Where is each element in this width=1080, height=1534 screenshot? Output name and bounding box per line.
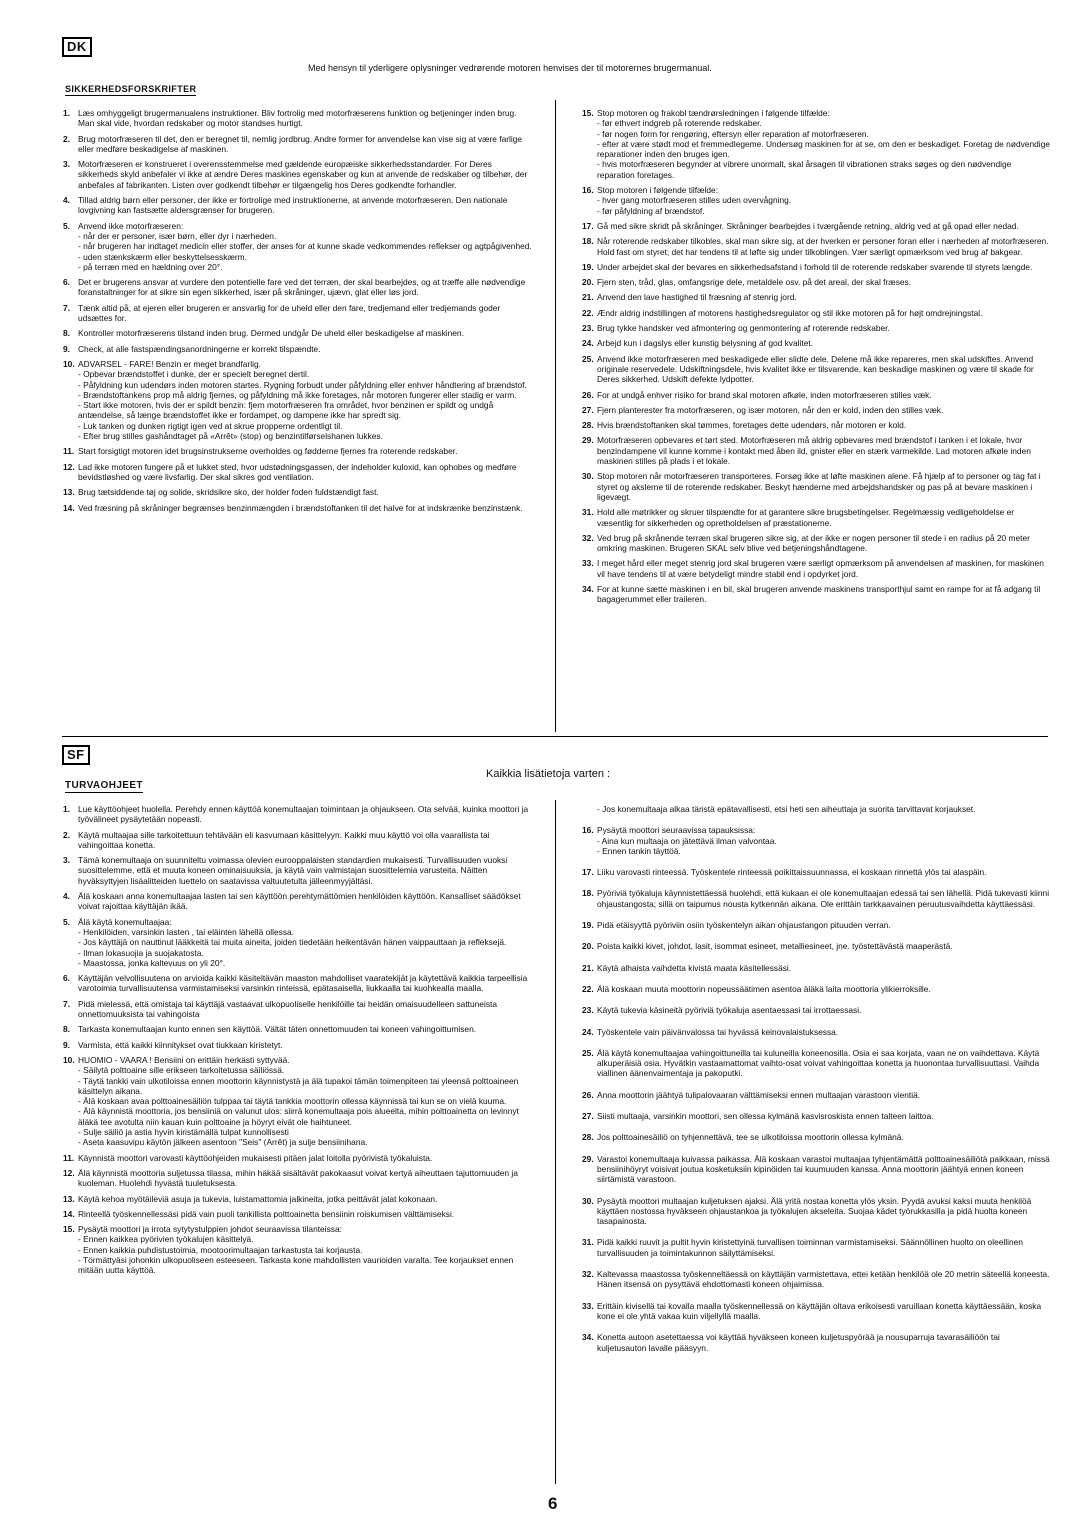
instruction-item [582,471,1050,502]
instruction-text: Liiku varovasti rinteessä. Työskentele rinteessä poikittaissuunnassa, ei koskaan rinnettä ylös tai alaspäin. [597,867,987,878]
instruction-text: Brug tætsiddende tøj og solide, skridsikre sko, der holder foden fuldstændigt fast. [78,487,379,498]
instruction-number: 9. [63,1039,70,1050]
instruction-number: 5. [63,916,70,927]
instruction-text: Älä käytä konemultaajaa: - Henkilöiden, varsinkin lasten , tai eläinten lähellä ollessa. - Jos käyttäjä on nauttinut lääkkeitä tai muita aineita, joiden tiedetään heikentävän hänen vaippauttaan ja refleksejä. - Ilman lokasuojia ja suojakatosta. - Maastossa, jonka kaltevuus on yli 20°. [78,916,507,968]
dk-motor-note: Med hensyn til yderligere oplysninger vedrørende motoren henvises der til motorernes brugermanual. [308,63,712,73]
instruction-text: Lad ikke motoren fungere på et lukket sted, hvor udstødningsgassen, der indeholder kuloxid, kan ophobes og medføre bevidstløshed og være livsfarlig. Der skal sikres god ventilation. [78,461,517,482]
instruction-item [63,134,533,155]
dk-column-divider [555,100,556,732]
instruction-number: 14. [63,1208,75,1219]
instruction-item [582,338,1050,348]
instruction-number: 1. [63,804,70,814]
instruction-item [63,804,533,825]
instruction-item [63,277,533,298]
instruction-text: Tænk altid på, at ejeren eller brugeren er ansvarlig for de uheld eller den fare, tredjemand eller tredjemands goder udsættes for. [78,302,501,324]
instruction-text: Under arbejdet skal der bevares en sikkerhedsafstand i forhold til de roterende redskaber svarende til styrets længde. [597,261,1033,272]
instruction-number: 10. [63,358,75,369]
instruction-number: 15. [582,108,594,118]
instruction-item [63,1194,533,1204]
instruction-text: Työskentele vain päivänvalossa tai hyvässä keinovalaistuksessa. [597,1026,839,1037]
instruction-text: Anvend ikke motorfræseren: - når der er personer, især børn, eller dyr i nærheden. - når brugeren har indtaget medicin eller stoffer, der anses for at kunne skade vedkommendes reflekser og agtpågivenhed. - uden stænkskærm eller beskyttelsesskærm. - på terræn med en hældning over 20°. [78,220,532,272]
instruction-number: 11. [63,446,75,457]
instruction-number: 14. [63,502,75,513]
instruction-item [582,1269,1050,1290]
instruction-text: Tarkasta konemultaajan kunto ennen sen käyttöä. Vältät täten onnettomuuden tai koneen vahingoittumisen. [78,1024,477,1035]
instruction-text: Lue käyttöohjeet huolella. Perehdy ennen käyttöä konemultaajan toimintaan ja ohjaukseen. Ota selvää, kuinka moottori ja työvälineet pysäytetään nopeasti. [78,804,529,825]
instruction-item [63,328,533,338]
instruction-number: 12. [63,461,75,472]
instruction-text: Ændr aldrig indstillingen af motorens hastighedsregulator og stil ikke motoren på for højt omdrejningstal. [597,307,983,318]
instruction-text: Fjern planterester fra motorfræseren, og især motoren, når den er kold, inden den stilles væk. [597,404,944,415]
instruction-item [582,867,1050,877]
instruction-number: 21. [582,292,594,303]
instruction-item [63,221,533,272]
instruction-number: 3. [63,159,70,170]
instruction-text: Pidä etäisyyttä pyöriviin osiin työskentelyn aikan ohjaustangon pituuden verran. [597,920,891,931]
instruction-item [63,195,533,216]
instruction-item [63,487,533,497]
instruction-item [582,292,1050,302]
instruction-number: 27. [582,1111,594,1122]
instruction-item [582,1196,1050,1227]
instruction-number: 25. [582,1047,594,1058]
instruction-item [582,963,1050,973]
instruction-number: 23. [582,1005,594,1016]
instruction-text: Käyttäjän velvollisuutena on arvioida kaikki käsiteltävän maaston mahdolliset vaaratekijät ja käytettävä kaikkia tarpeellisia varotoimia turvallisuutensa varmistamiseksi varsinkin rinteissä, epätasaisella, liukkaalla tai kuohkealla maalla. [78,973,528,994]
instruction-text: Käytä kehoa myötäileviä asuja ja tukevia, luistamattomia jalkineita, jotka peittävät jalat kokonaan. [78,1193,438,1204]
instruction-text: Start forsigtigt motoren idet brugsinstrukserne overholdes og fødderne fjernes fra roterende redskaber. [78,446,458,457]
instruction-item [582,236,1050,257]
instruction-number: 27. [582,404,594,415]
instruction-text: Motorfræseren opbevares et tørt sted. Motorfræseren må aldrig opbevares med brændstof i tanken i et lokale, hvor benzindampene vil kunne komme i kontakt med åben ild, gnister eller en stærk varmekilde. Lad motoren afkøle inden maskinen stilles på plads i et lokale. [597,435,1031,467]
instruction-number: 9. [63,343,70,354]
instruction-text: Älä käytä konemultaajaa vahingoittuneilla tai kuluneilla koneenosilla. Osia ei saa korjata, vaan ne on vaihdettava. Käytä alkuperäisiä osia. Hyvätkin vastaamattomat vaihto-osat voivat vahingoittaa konetta ja huonontaa turvallisuuttasi. Vaihda viallinen äänenvaimentaja ja pakoputki. [597,1047,1040,1079]
instruction-number: 11. [63,1152,75,1163]
instruction-text: Læs omhyggeligt brugermanualens instruktioner. Bliv fortrolig med motorfræserens funktion og betjeninger inden brug. Man skal vide, hvordan redskaber og motor standses hurtigt. [78,108,517,129]
instruction-text: Stop motoren i følgende tilfælde: - hver gang motorfræseren stilles uden overvågning. - før påfyldning af brændstof. [597,185,792,216]
instruction-item [63,1024,533,1034]
instruction-text: Erittäin kivisellä tai kovalla maalla työskennellessä on käyttäjän oltava erikoisesti varuillaan konetta käyttäessään, koska kone ei ole yhtä vakaa kuin viljellyllä maalla. [597,1300,1042,1321]
sf-motor-note: Kaikkia lisätietoja varten : [486,768,611,780]
instruction-number: 8. [63,1024,70,1035]
instruction-number: 28. [582,1132,594,1143]
instruction-item [582,1301,1050,1322]
instruction-item [582,533,1050,554]
instruction-number: 4. [63,195,70,206]
instruction-text: Ved fræsning på skråninger begrænses benzinmængden i brændstoftanken til det halve for at indskrænke benzinstænk. [78,502,523,513]
sf-language-label: SF [62,745,90,765]
instruction-number: 20. [582,277,594,288]
instruction-item [582,1132,1050,1142]
instruction-number: 31. [582,1237,594,1248]
instruction-text: Arbejd kun i dagslys eller kunstig belysning af god kvalitet. [597,338,814,349]
instruction-text: Varmista, että kaikki kiinnitykset ovat tiukkaan kiristetyt. [78,1039,283,1050]
instruction-number: 13. [63,487,75,498]
instruction-number: 16. [582,825,594,836]
instruction-text: Älä koskaan anna konemultaajaa lasten tai sen käyttöön perehtymättömien henkilöiden käyttöön. Kansalliset säädökset voivat rajoittaa käyttäjän ikää. [78,891,521,912]
instruction-text: Stop motoren når motorfræseren transporteres. Forsøg ikke at løfte maskinen alene. Få hjælp af to personer og tag fat i styret og akslerne til de roterende redskaber. Beskyt hænderne med arbejdshandsker og pas på at bevare maskinen i ligevægt. [597,471,1041,502]
instruction-text: Fjern sten, tråd, glas, omfangsrige dele, metaldele osv. på det areal, der skal fræses. [597,277,912,288]
instruction-number: 30. [582,1195,594,1206]
dk-right-column [582,108,1050,610]
instruction-item [582,1048,1050,1079]
instruction-text: Pidä kaikki ruuvit ja pultit hyvin kiristettyinä turvallisen toiminnan varmistamiseksi. Säännöllinen huolto on oleellinen turvallisuuden ja toimintakunnon säilyttämiseksi. [597,1237,1023,1258]
instruction-number: 17. [582,220,594,231]
instruction-number: 20. [582,941,594,952]
instruction-number: 15. [63,1224,75,1235]
instruction-text: Anna moottorin jäähtyä tulipalovaaran välttämiseksi ennen multaajan varastoon vientiä. [597,1089,921,1100]
instruction-number: 32. [582,1269,594,1280]
instruction-item [582,277,1050,287]
instruction-item [582,941,1050,951]
sf-heading: TURVAOHJEET [65,780,143,791]
instruction-number: 10. [63,1054,75,1065]
instruction-number: 30. [582,471,594,482]
instruction-text: Pysäytä moottori ja irrota sytytystulppien johdot seuraavissa tilanteissa: - Ennen kaikkea pyörivien työkalujen käsittelyä. - Ennen kaikkia puhdistustoimia, mootoorimultaajan tarkastusta tai korjausta. - Törmättyäsi johonkin ulkopuoliseen esteeseen. Tarkasta kone mahdollisten vaurioiden varalta. Tee korjaukset ennen mitään uutta käyttöä. [78,1224,514,1276]
instruction-text: Käynnistä moottori varovasti käyttöohjeiden mukaisesti pitäen jalat loitolla pyörivistä työkaluista. [78,1152,433,1163]
instruction-item [63,1209,533,1219]
instruction-item [582,405,1050,415]
instruction-item [582,1332,1050,1353]
instruction-item [63,1224,533,1275]
instruction-item [582,323,1050,333]
instruction-item [582,1111,1050,1121]
instruction-number: 4. [63,891,70,902]
instruction-text: Käytä tukevia käsineitä pyöriviä työkaluja asentaessasi tai irrottaessasi. [597,1005,862,1016]
instruction-number: 24. [582,1026,594,1037]
instruction-text: Poista kaikki kivet, johdot, lasit, isommat esineet, metalliesineet, jne. työstettävästä maaperästä. [597,941,953,952]
dk-left-column [63,108,533,518]
instruction-number: 26. [582,1089,594,1100]
instruction-item [63,999,533,1020]
instruction-text: Käytä multaajaa sille tarkoitettuun tehtävään eli kasvumaan käsittelyyn. Kaikki muu käyttö voi olla vaarallista tai vahingoittaa konetta. [78,829,490,850]
instruction-text: - Jos konemultaaja alkaa täristä epätavallisesti, etsi heti sen aiheuttaja ja suorita tarvittavat korjaukset. [597,804,976,814]
instruction-text: Rinteellä työskennellessäsi pidä vain puoli tankillista polttoainetta bensiinin roiskumisen välttämiseksi. [78,1208,455,1219]
instruction-item [582,308,1050,318]
instruction-item [63,108,533,129]
instruction-number: 31. [582,507,594,518]
instruction-number: 6. [63,973,70,984]
instruction-text: Älä koskaan muuta moottorin nopeussäätimen asentoa äläkä laita moottoria ylikierroksille. [597,983,931,994]
instruction-number: 21. [582,962,594,973]
instruction-text: Check, at alle fastspændingsanordningerne er korrekt tilspændte. [78,343,321,354]
instruction-number: 18. [582,888,594,899]
instruction-item [582,420,1050,430]
instruction-number: 22. [582,307,594,318]
instruction-item [582,185,1050,216]
instruction-number [582,804,597,814]
instruction-number: 34. [582,583,594,594]
instruction-item [582,108,1050,180]
instruction-number: 18. [582,236,594,247]
instruction-item [63,503,533,513]
instruction-text: I meget hård eller meget stenrig jord skal brugeren være særligt opmærksom på anvendelsen af maskinen, for maskinen vil have tendens til at være betydeligt mindre stabil end i opdyrket jord. [597,558,1044,579]
instruction-item [582,584,1050,605]
instruction-number: 17. [582,867,594,878]
instruction-item [582,558,1050,579]
instruction-number: 1. [63,108,70,118]
instruction-item [582,825,1050,856]
instruction-text: ADVARSEL - FARE! Benzin er meget brandfarlig. - Opbevar brændstoffet i dunke, der er specielt beregnet dertil. - Påfyldning kun udendørs inden motoren startes. Rygning forbudt under påfyldning eller enhver håndtering af brændstof. - Brændstoftankens prop må aldrig fjernes, og påfyldning må ikke foretages, når motoren fungerer eller stadig er varm. - Start ikke motoren, hvis der er spildt benzin: fjern motorfræseren fra området, hvor benzinen er spildt og undgå antændelse, så længe brændstoffet ikke er fordampet, og dampene ikke har spredt sig. - Luk tanken og dunken rigtigt igen ved at skrue propperne ordentligt til. - Efter brug stilles gashåndtaget på «Arrêt» (stop) og benzintilførselshanen lukkes. [78,358,527,442]
instruction-item [63,1040,533,1050]
instruction-text: Pysäytä moottori multaajan kuljetuksen ajaksi. Älä yritä nostaa konetta ylös yksin. Pyydä avuksi kaksi muuta henkilöä käyttäen nostossa hyväkseen ohjaustankoa ja työkalujen akseleita. Suojaa kädet työrukkasilla ja pidä huolta koneen tasapainosta. [597,1195,1032,1227]
instruction-number: 2. [63,133,70,144]
instruction-text: Anvend ikke motorfræseren med beskadigede eller slidte dele. Delene må ikke repareres, men skal udskiftes. Anvend originale reservedele. Udskiftningsdele, hvis kvalitet ikke er tilsvarende, kan beskadige maskinen og være til skade for Deres sikkerhed. Udskift defekte lydpotter. [597,353,1034,385]
instruction-item [63,359,533,441]
instruction-item [582,354,1050,385]
instruction-text: Kaltevassa maastossa työskenneltäessä on käyttäjän varmistettava, ettei ketään henkilöä ole 20 metrin säteellä koneesta. Hänen itsensä on pysyttävä ehdottomasti koneen ohjaimissa. [597,1269,1050,1290]
instruction-text: Gå med sikre skridt på skråninger. Skråninger bearbejdes i tværgående retning, aldrig ved at gå opad eller nedad. [597,220,1019,231]
instruction-item [63,973,533,994]
instruction-item [582,1237,1050,1258]
instruction-number: 3. [63,855,70,866]
instruction-number: 28. [582,420,594,431]
instruction-item [582,1090,1050,1100]
instruction-item [582,984,1050,994]
instruction-item [63,1153,533,1163]
instruction-text: Käytä alhaista vaihdetta kivistä maata käsitellessäsi. [597,962,792,973]
instruction-text: HUOMIO - VAARA ! Bensiini on erittäin herkästi syttyvää. - Säilytä polttoaine sille erikseen tarkoitetussa säiliössä. - Täytä tankki vain ulkotiloissa ennen moottorin käynnistystä ja älä tupakoi tämän toimenpiteen tai yleensä polttoaineen käsittelyn aikana. - Älä koskaan avaa polttoainesäiliön tulppaa tai täytä tankkia moottorin ollessa käynnissä tai kun se on vielä kuuma. - Älä käynnistä moottoria, jos bensiiniä on valunut ulos: siirrä konemultaaja pois alueelta, mihin polttoainetta on levinnyt äläkä tee avotulta niin kauan kuin polttoaine ja höyryt eivät ole haihtuneet. - Sulje säiliö ja astia hyvin kiristämällä tulpat kunnollisesti - Aseta kaasuvipu käytön jälkeen asentoon "Seis" (Arrêt) ja sulje bensiinihana. [78,1054,519,1148]
instruction-number: 5. [63,220,70,231]
instruction-number: 24. [582,338,594,349]
instruction-item [582,435,1050,466]
instruction-text: Varastoi konemultaaja kuivassa paikassa. Älä koskaan varastoi multaajaa tyhjentämättä polttoainesäiliötä paikkaan, missä bensiinihöyryt voisivat joutua kosketuksiin kipinöiden tai kuumuuden kanssa. Anna moottorin jäähtyä ennen koneen siirtämistä varastoon. [597,1153,1050,1185]
instruction-number: 19. [582,920,594,931]
instruction-number: 7. [63,998,70,1009]
instruction-text: Jos polttoainesäiliö on tyhjennettävä, tee se ulkotiloissa moottorin ollessa kylmänä. [597,1132,904,1143]
instruction-text: Pysäytä moottori seuraavissa tapauksissa: - Aina kun multaaja on jätettävä ilman valvontaa. - Ennen tankin täyttöä. [597,825,777,856]
instruction-number: 7. [63,302,70,313]
instruction-text: Pidä mielessä, että omistaja tai käyttäjä vastaavat ulkopuoliselle henkilöille tai heidän omaisuudelleen sattuneista onnettomuuksista tai vahingoista [78,998,497,1020]
instruction-text: Kontroller motorfræserens tilstand inden brug. Dermed undgår De uheld eller beskadigelse af maskinen. [78,328,464,339]
instruction-item [63,917,533,968]
instruction-item [63,891,533,912]
instruction-text: Konetta autoon asetettaessa voi käyttää hyväkseen koneen kuljetuspyörää ja nousuparruja tavarasäiliöön tai kuljetusauton lavalle pääsyyn. [597,1332,1000,1353]
instruction-text: Stop motoren og frakobl tændrørsledningen i følgende tilfælde: - før ethvert indgreb på roterende redskaber. - før nogen form for rengøring, eftersyn eller reparation af motorfræseren. - efter at være stødt mod et fremmedlegeme. Undersøg maskinen for at se, om den er beskadiget. Foretag de nødvendige reparationer inden den bruges igen. - hvis motorfræseren begynder at vibrere unormalt, skal årsagen til vibrationen straks søges og den nødvendige reparation foretages. [597,108,1050,180]
instruction-number: 33. [582,1300,594,1311]
instruction-item [63,462,533,483]
instruction-item [63,159,533,190]
instruction-item [582,390,1050,400]
instruction-item [582,221,1050,231]
instruction-item [63,446,533,456]
instruction-number: 29. [582,1153,594,1164]
instruction-number: 6. [63,277,70,288]
instruction-item [63,855,533,886]
instruction-number: 29. [582,435,594,446]
instruction-item [582,804,1050,814]
dk-language-label: DK [62,37,92,57]
instruction-item [582,1005,1050,1015]
instruction-text: Siisti multaaja, varsinkin moottori, sen ollessa kylmänä kasvisroskista ennen talteen laittoa. [597,1111,934,1122]
instruction-number: 12. [63,1167,75,1178]
instruction-item [63,1168,533,1189]
instruction-number: 13. [63,1193,75,1204]
instruction-text: Älä käynnistä moottoria suljetussa tilassa, mihin häkää sisältävät pakokaasut voivat kertyä aiheuttaen tajuttomuuden ja kuoleman. Huolehdi hyvästä tuuletuksesta. [78,1167,518,1189]
instruction-text: Motorfræseren er konstrueret i overensstemmelse med gældende europæiske sikkerhedsstandarder. For Deres sikkerheds skyld anbefaler vi ikke at ændre Deres maskines egenskaber og kun at anvende de redskaber og tilbehør, der anbefales af fabrikanten. Listen over godkendt tilbehør er tilgængelig hos Deres godkendte forhandler. [78,159,528,190]
sf-left-column [63,804,533,1281]
instruction-number: 32. [582,532,594,543]
instruction-text: Brug tykke handsker ved afmontering og genmontering af roterende redskaber. [597,323,890,334]
instruction-text: Hold alle møtrikker og skruer tilspændte for at garantere sikre brugsbetingelser. Regelmæssig vedligeholdelse er væsentlig for sikkerheden og opretholdelsen af præstationerne. [597,507,1015,528]
instruction-item [63,830,533,851]
instruction-number: 2. [63,829,70,840]
instruction-text: Hvis brændstoftanken skal tømmes, foretages dette udendørs, når motoren er kold. [597,420,907,431]
instruction-text: Tillad aldrig børn eller personer, der ikke er fortrolige med instruktionerne, at anvende motorfræseren. Den nationale lovgivning kan fastsætte aldersgrænser for brugeren. [78,195,508,216]
instruction-text: For at kunne sætte maskinen i en bil, skal brugeren anvende maskinens transporthjul samt en rampe for at få adgang til bagagerummet eller traileren. [597,583,1041,605]
dk-heading: SIKKERHEDSFORSKRIFTER [65,84,197,94]
instruction-number: 23. [582,323,594,334]
instruction-item [582,1027,1050,1037]
instruction-text: Ved brug på skrånende terræn skal brugeren sikre sig, at der ikke er nogen personer til stede i en radius på 20 meter omkring maskinen. Brugeren SKAL selv blive ved betjeningshåndtagene. [597,532,1030,554]
instruction-number: 26. [582,389,594,400]
instruction-item [582,888,1050,909]
instruction-item [582,920,1050,930]
instruction-item [63,303,533,324]
instruction-text: Brug motorfræseren til det, den er beregnet til, nemlig jordbrug. Andre former for anvendelse kan vise sig at være farlige eller medføre beskadigelse af maskinen. [78,133,523,154]
instruction-number: 22. [582,983,594,994]
instruction-number: 33. [582,558,594,569]
instruction-item [582,507,1050,528]
instruction-number: 25. [582,353,594,364]
instruction-item [582,262,1050,272]
instruction-number: 34. [582,1332,594,1343]
instruction-item [63,344,533,354]
instruction-text: Pyöriviä työkaluja käynnistettäessä huolehdi, että kukaan ei ole konemultaajan edessä tai sen lähellä. Pidä tukevasti kiinni ohjaustangosta; sillä on taipumus nousta kytkennän aikana. Ole erittäin tarkkaavainen peruutusvaihdetta käyttäessäsi. [597,888,1050,909]
instruction-number: 19. [582,261,594,272]
instruction-text: For at undgå enhver risiko for brand skal motoren afkøle, inden motorfræseren stilles væk. [597,389,932,400]
instruction-item [582,1154,1050,1185]
instruction-text: Det er brugerens ansvar at vurdere den potentielle fare ved det terræn, der skal bearbejdes, og at træffe alle nødvendige foranstaltninger for at sikre sin egen sikkerhed, især på skråninger, ujævn, glat eller løs jord. [78,277,526,298]
section-divider [62,736,1048,737]
instruction-number: 16. [582,185,594,196]
instruction-text: Når roterende redskaber tilkobles, skal man sikre sig, at der hverken er personer foran eller i nærheden af motorfræseren. Hold fast om styret; det har tendens til at løfte sig under tilkoblingen. Vær særligt opmærksom ved brug af bakgear. [597,236,1049,257]
instruction-item [63,1055,533,1148]
page-number: 6 [548,1494,558,1513]
instruction-text: Anvend den lave hastighed til fræsning af stenrig jord. [597,292,797,303]
instruction-number: 8. [63,328,70,339]
instruction-text: Tämä konemultaaja on suunniteltu voimassa olevien eurooppalaisten standardien mukaisesti. Turvallisuuden vuoksi suosittelemme, että et muuta koneen ominaisuuksia, ja käytä vain valmistajan suosittelemia varusteita. Näitten hyväksyttyjen lisäalitteiden luettelo on saatavissa valtuutetulta jälleenmyyjältäsi. [78,855,508,886]
sf-column-divider [555,800,556,1484]
sf-right-column [582,804,1050,1364]
